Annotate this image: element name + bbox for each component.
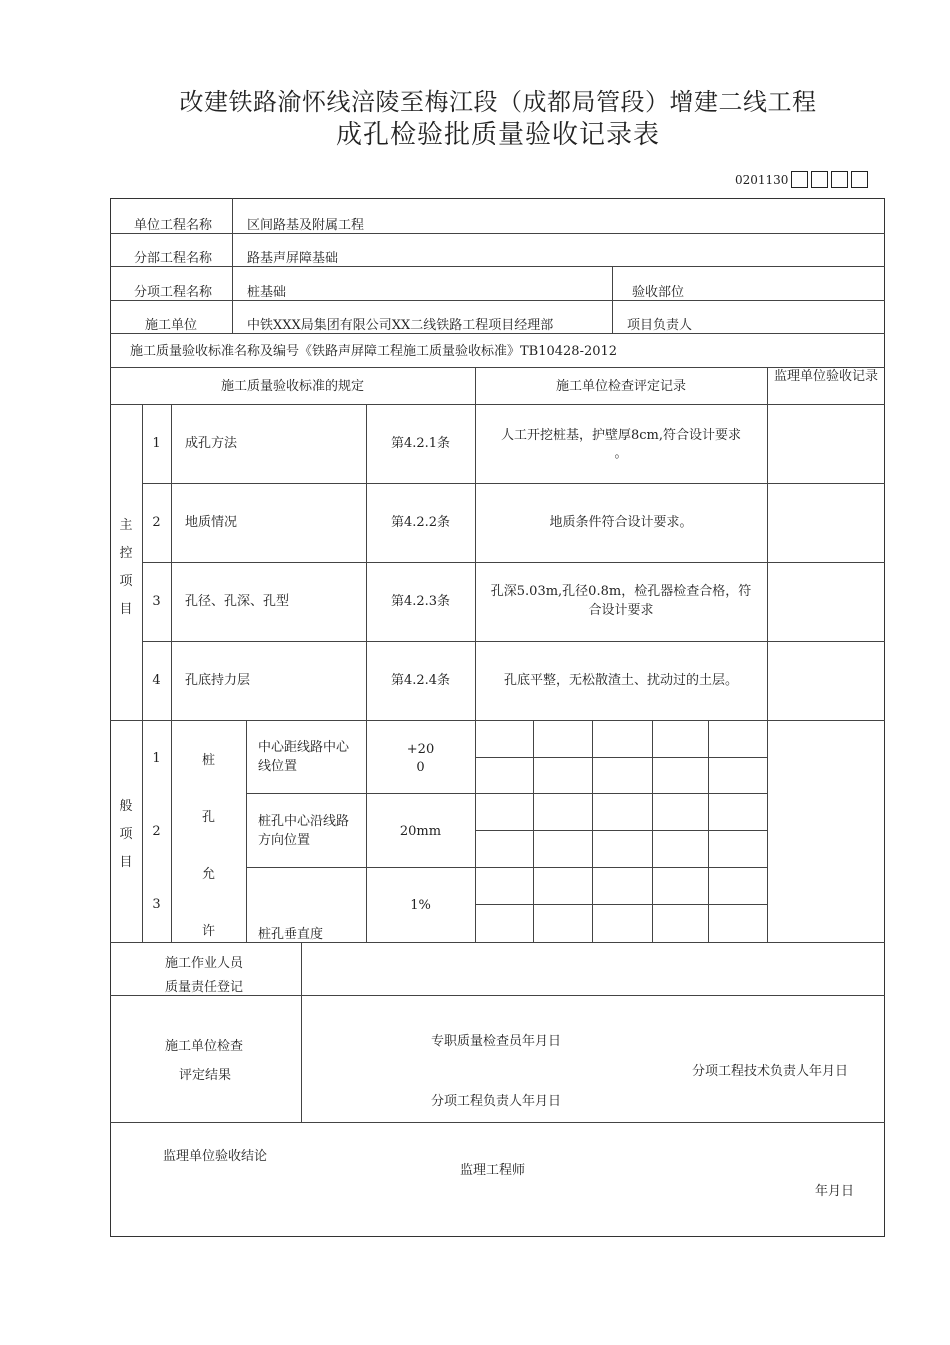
main-item-2-no: 2 (152, 515, 161, 530)
col-supervisor-record: 监理单位验收记录 (773, 369, 878, 384)
item-leader-signature: 分项工程负责人年月日 (431, 1094, 562, 1109)
group-char-3: 允 (201, 867, 215, 882)
form-code-number: 0201130 (735, 172, 789, 187)
check-result-label-2: 评定结果 (179, 1068, 232, 1083)
general-item-2-name-2: 方向位置 (258, 833, 311, 848)
item-value: 桩基础 (247, 285, 287, 300)
main-item-1-no: 1 (152, 436, 161, 451)
main-item-2-clause: 第4.2.2条 (390, 515, 451, 530)
tech-leader-signature: 分项工程技术负责人年月日 (692, 1064, 849, 1079)
general-item-2-no: 2 (152, 824, 161, 839)
main-item-3-clause: 第4.2.3条 (390, 594, 451, 609)
main-item-4-clause: 第4.2.4条 (390, 673, 451, 688)
contractor-value: 中铁XXX局集团有限公司XX二线铁路工程项目经理部 (247, 318, 554, 333)
form-code (735, 171, 868, 188)
main-item-3-record-2: 合设计要求 (588, 603, 654, 618)
general-item-1-name-2: 线位置 (258, 759, 298, 774)
general-item-2-name: 桩孔中心沿线路 (258, 814, 350, 829)
standard-line: 施工质量验收标准名称及编号《铁路声屏障工程施工质量验收标准》TB10428-2012 (130, 344, 618, 359)
main-item-3-record: 孔深5.03m,孔径0.8m，检孔器检查合格，符 (490, 584, 752, 599)
general-item-1-name: 中心距线路中心 (258, 740, 350, 755)
supervisor-signature: 监理工程师 (460, 1163, 526, 1178)
main-item-1-name: 成孔方法 (185, 436, 238, 451)
supervision-conclusion-label: 监理单位验收结论 (163, 1149, 268, 1164)
general-item-1-tolerance-2: 0 (416, 760, 425, 775)
main-item-3-name: 孔径、孔深、孔型 (185, 594, 290, 609)
title-line-2: 成孔检验批质量验收记录表 (335, 120, 660, 150)
code-box (851, 171, 868, 188)
group-char-4: 许 (201, 924, 215, 939)
acceptance-part-label: 验收部位 (632, 285, 685, 300)
general-item-3-no: 3 (152, 897, 161, 912)
general-item-3-tolerance: 1% (410, 898, 431, 913)
main-item-1-record-2: 。 (614, 446, 628, 461)
main-item-3-no: 3 (152, 594, 161, 609)
workers-label-2: 质量责任登记 (165, 980, 244, 995)
group-char-1: 桩 (201, 753, 215, 768)
supervision-date: 年月日 (815, 1184, 855, 1199)
main-item-4-record: 孔底平整，无松散渣土、扰动过的土层。 (503, 673, 738, 688)
check-result-label: 施工单位检查 (165, 1039, 244, 1054)
unit-project-value: 区间路基及附属工程 (247, 218, 365, 233)
main-item-1-record: 人工开挖桩基，护壁厚8cm,符合设计要求 (500, 428, 741, 443)
group-char-2: 孔 (201, 810, 215, 825)
division-label: 分部工程名称 (134, 251, 213, 266)
main-item-1-clause: 第4.2.1条 (390, 436, 451, 451)
main-control-label: 主 控 项 目 (119, 518, 133, 617)
division-value: 路基声屏障基础 (247, 251, 339, 266)
item-label: 分项工程名称 (134, 285, 213, 300)
contractor-label: 施工单位 (145, 318, 198, 333)
title-line-1: 改建铁路渝怀线涪陵至梅江段（成都局管段）增建二线工程 (179, 88, 817, 116)
project-leader-label: 项目负责人 (627, 318, 693, 333)
col-contractor-record: 施工单位检查评定记录 (555, 379, 686, 394)
code-box (811, 171, 828, 188)
general-item-3-name: 桩孔垂直度 (258, 927, 324, 942)
main-item-2-name: 地质情况 (185, 515, 238, 530)
code-box (791, 171, 808, 188)
code-box (831, 171, 848, 188)
unit-project-label: 单位工程名称 (134, 218, 213, 233)
workers-label: 施工作业人员 (165, 956, 244, 971)
main-item-4-no: 4 (152, 673, 161, 688)
general-label: 般 项 目 (119, 799, 133, 870)
general-item-1-tolerance: +20 (406, 742, 435, 757)
general-item-2-tolerance: 20mm (399, 824, 442, 839)
general-item-1-no: 1 (152, 751, 161, 766)
inspector-signature: 专职质量检查员年月日 (431, 1034, 562, 1049)
main-item-2-record: 地质条件符合设计要求。 (549, 515, 693, 530)
main-item-4-name: 孔底持力层 (185, 673, 251, 688)
col-standard: 施工质量验收标准的规定 (220, 379, 364, 394)
